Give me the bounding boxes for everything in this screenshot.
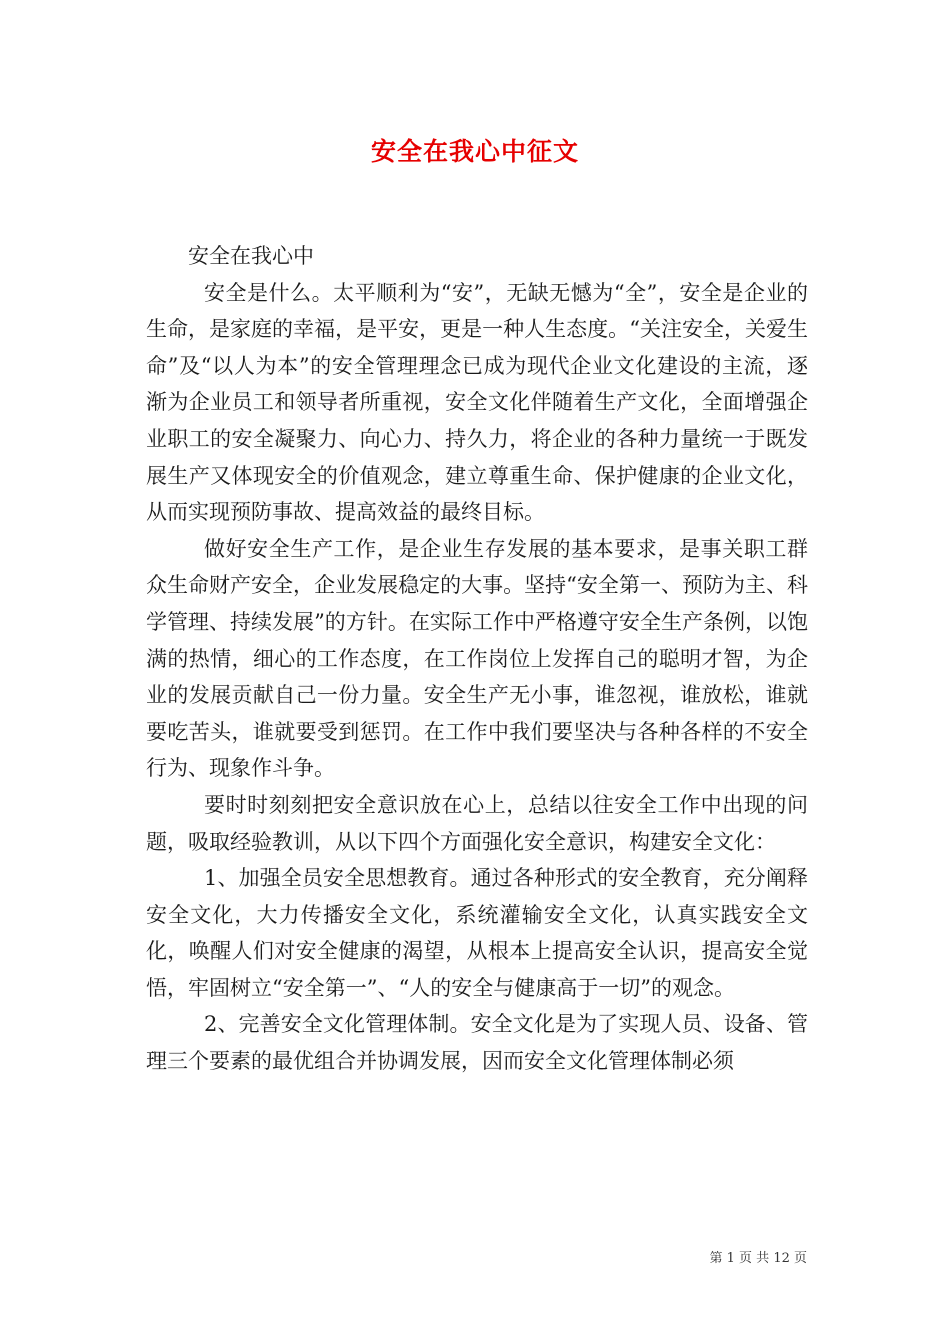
- document-body: [146, 238, 808, 1080]
- paragraph-3: 要时时刻刻把安全意识放在心上，总结以往安全工作中出现的问题，吸取经验教训，从以下四个方面强化安全意识，构建安全文化：: [146, 792, 808, 854]
- subheading: 安全在我心中: [188, 244, 314, 268]
- paragraph-1: 安全是什么。太平顺利为“安”，无缺无憾为“全”，安全是企业的生命，是家庭的幸福，是平安，更是一种人生态度。“关注安全，关爱生命”及“以人为本”的安全管理理念已成为现代企业文化建设的主流，逐渐为企业员工和领导者所重视，安全文化伴随着生产文化，全面增强企业职工的安全凝聚力、向心力、持久力，将企业的各种力量统一于既发展生产又体现安全的价值观念，建立尊重生命、保护健康的企业文化，从而实现预防事故、提高效益的最终目标。: [146, 280, 808, 525]
- paragraph-2: 做好安全生产工作，是企业生存发展的基本要求，是事关职工群众生命财产安全，企业发展稳定的大事。坚持“安全第一、预防为主、科学管理、持续发展”的方针。在实际工作中严格遵守安全生产条例，以饱满的热情，细心的工作态度，在工作岗位上发挥自己的聪明才智，为企业的发展贡献自己一份力量。安全生产无小事，谁忽视，谁放松，谁就要吃苦头，谁就要受到惩罚。在工作中我们要坚决与各种各样的不安全行为、现象作斗争。: [146, 536, 808, 781]
- document-title: 安全在我心中征文: [370, 137, 579, 166]
- paragraph-5: 2、完善安全文化管理体制。安全文化是为了实现人员、设备、管理三个要素的最优组合并协调发展，因而安全文化管理体制必须: [146, 1012, 808, 1074]
- page-number-footer: 第 1 页 共 12 页: [709, 1251, 807, 1266]
- paragraph-4: 1、加强全员安全思想教育。通过各种形式的安全教育，充分阐释安全文化，大力传播安全文化，系统灌输安全文化，认真实践安全文化，唤醒人们对安全健康的渴望，从根本上提高安全认识，提高安全觉悟，牢固树立“安全第一”、“人的安全与健康高于一切”的观念。: [146, 866, 808, 1000]
